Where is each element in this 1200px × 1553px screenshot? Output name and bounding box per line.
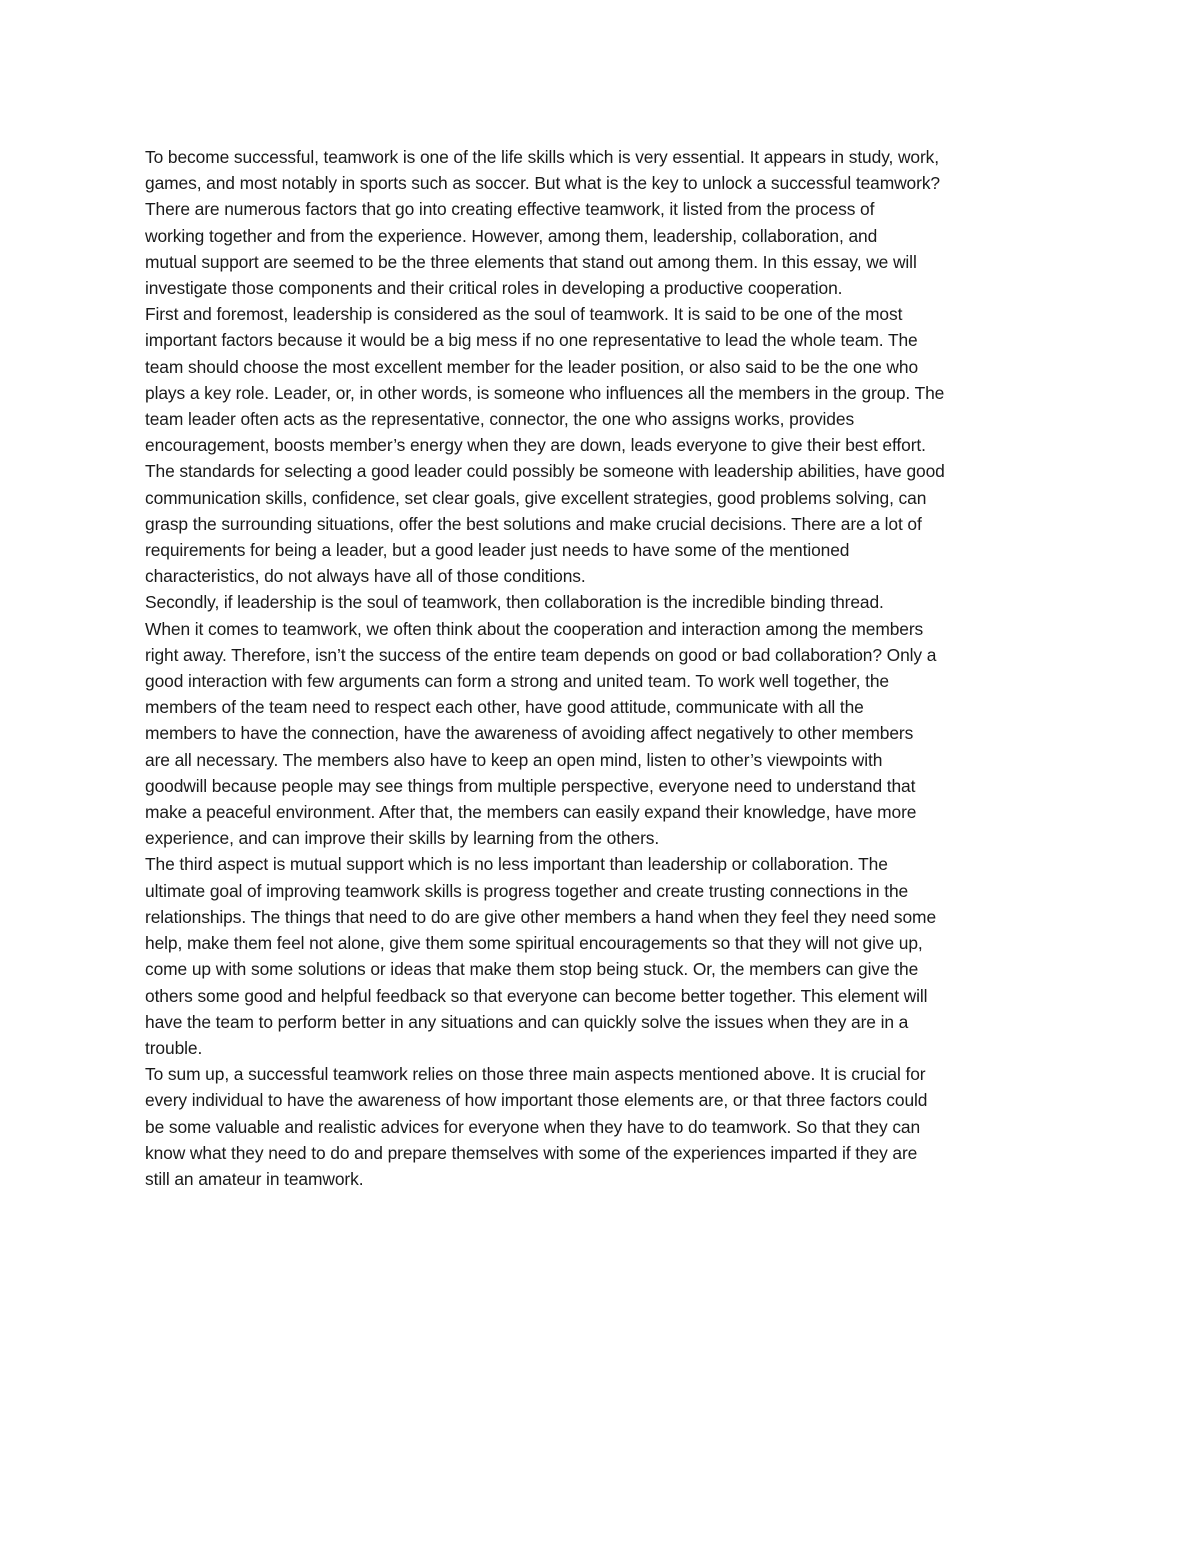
text-line: relationships. The things that need to do are give other members a hand when they feel they need some <box>145 906 937 927</box>
text-line: Secondly, if leadership is the soul of teamwork, then collaboration is the incredible binding thread. <box>145 592 884 613</box>
text-line: members of the team need to respect each other, have good attitude, communicate with all the <box>145 697 864 718</box>
text-line: requirements for being a leader, but a good leader just needs to have some of the mentioned <box>145 540 850 561</box>
text-line: know what they need to do and prepare themselves with some of the experiences imparted if they are <box>145 1142 918 1163</box>
text-line: When it comes to teamwork, we often think about the cooperation and interaction among the members <box>145 618 924 639</box>
text-line: The standards for selecting a good leader could possibly be someone with leadership abilities, have good <box>145 461 945 482</box>
text-line: still an amateur in teamwork. <box>145 1168 364 1189</box>
text-line: trouble. <box>145 1037 203 1058</box>
text-line: To sum up, a successful teamwork relies on those three main aspects mentioned above. It is crucial for <box>145 1064 926 1085</box>
text-line: mutual support are seemed to be the three elements that stand out among them. In this essay, we will <box>145 251 917 272</box>
text-line: team leader often acts as the representative, connector, the one who assigns works, provides <box>145 409 855 430</box>
text-line: members to have the connection, have the awareness of avoiding affect negatively to other members <box>145 723 914 744</box>
text-line: come up with some solutions or ideas that make them stop being stuck. Or, the members can give the <box>145 959 919 980</box>
text-line: encouragement, boosts member’s energy when they are down, leads everyone to give their best effort. <box>145 435 926 456</box>
text-line: right away. Therefore, isn’t the success of the entire team depends on good or bad collaboration? Only a <box>145 644 937 665</box>
text-line: important factors because it would be a big mess if no one representative to lead the whole team. The <box>145 330 918 351</box>
paragraph-leadership <box>140 301 1060 589</box>
text-line: communication skills, confidence, set clear goals, give excellent strategies, good problems solving, can <box>145 487 927 508</box>
text-line: ultimate goal of improving teamwork skills is progress together and create trusting connections in the <box>145 880 909 901</box>
text-line: First and foremost, leadership is considered as the soul of teamwork. It is said to be one of the most <box>145 304 903 325</box>
text-line: make a peaceful environment. After that, the members can easily expand their knowledge, have more <box>145 802 917 823</box>
essay-body <box>140 144 1060 1192</box>
paragraph-mutual-support <box>140 851 1060 1061</box>
text-line: help, make them feel not alone, give them some spiritual encouragements so that they will not give up, <box>145 933 923 954</box>
text-line: To become successful, teamwork is one of the life skills which is very essential. It appears in study, work, <box>145 147 940 167</box>
text-line: every individual to have the awareness of how important those elements are, or that three factors could <box>145 1090 928 1111</box>
text-line: characteristics, do not always have all of those conditions. <box>145 566 586 587</box>
text-line: working together and from the experience. However, among them, leadership, collaboration, and <box>145 225 878 246</box>
text-line: games, and most notably in sports such as soccer. But what is the key to unlock a successful teamwork? <box>145 173 940 194</box>
paragraph-introduction <box>140 144 1060 301</box>
text-line: be some valuable and realistic advices for everyone when they have to do teamwork. So that they can <box>145 1116 921 1137</box>
text-line: The third aspect is mutual support which is no less important than leadership or collaboration. The <box>145 854 888 875</box>
text-line: have the team to perform better in any situations and can quickly solve the issues when they are in a <box>145 1011 909 1032</box>
text-line: investigate those components and their critical roles in developing a productive cooperation. <box>145 278 843 299</box>
text-line: are all necessary. The members also have to keep an open mind, listen to other’s viewpoints with <box>145 749 883 770</box>
text-line: goodwill because people may see things from multiple perspective, everyone need to understand that <box>145 775 916 796</box>
text-line: grasp the surrounding situations, offer the best solutions and make crucial decisions. There are a lot of <box>145 513 922 534</box>
text-line: experience, and can improve their skills by learning from the others. <box>145 828 660 849</box>
text-line: good interaction with few arguments can form a strong and united team. To work well together, the <box>145 671 889 692</box>
text-line: team should choose the most excellent member for the leader position, or also said to be the one who <box>145 356 919 377</box>
paragraph-conclusion <box>140 1061 1060 1192</box>
text-line: plays a key role. Leader, or, in other words, is someone who influences all the members in the group. The <box>145 382 945 403</box>
text-line: others some good and helpful feedback so that everyone can become better together. This element will <box>145 985 928 1006</box>
paragraph-collaboration <box>140 589 1060 851</box>
text-line: There are numerous factors that go into creating effective teamwork, it listed from the process of <box>145 199 875 220</box>
